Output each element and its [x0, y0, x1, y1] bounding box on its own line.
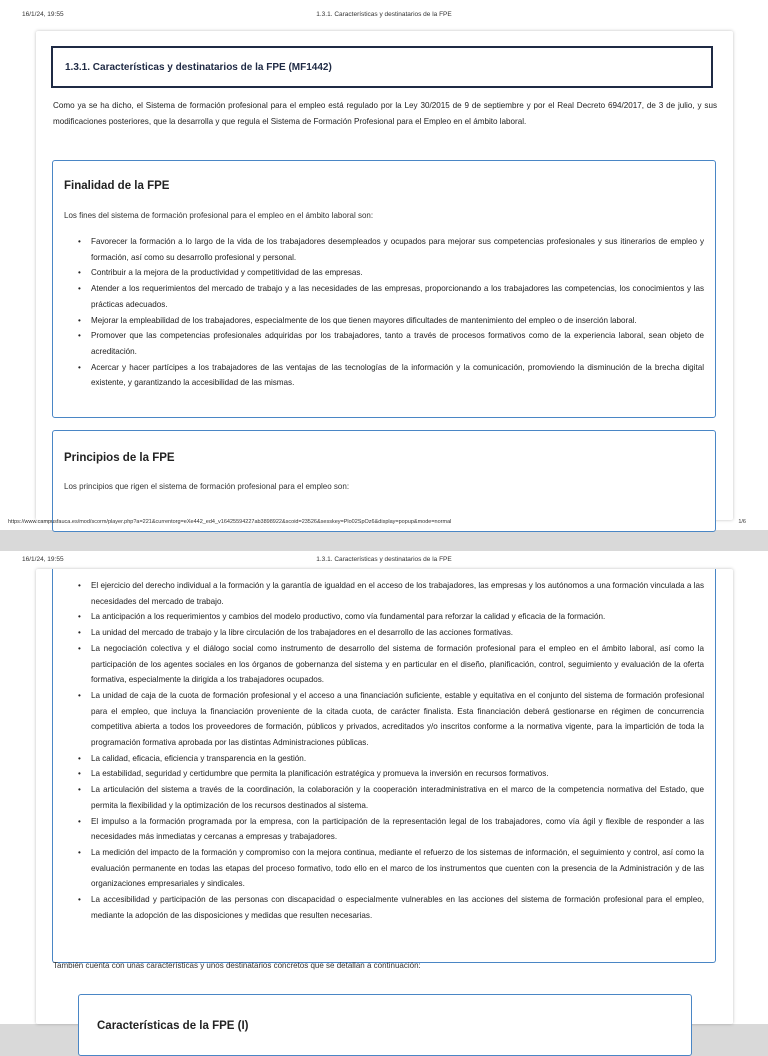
principios-lead: Los principios que rigen el sistema de formación profesional para el empleo son: — [64, 482, 350, 491]
section-title: 1.3.1. Características y destinatarios de la FPE (MF1442) — [65, 62, 332, 73]
list-item: • La medición del impacto de la formación y compromiso con la mejora continua, mediante el refuerzo de los sistemas de información, el seguimiento y control, así como la evaluación permanente en todas las etapas del proceso formativo, todo ello en el marco de los instrumentos que cuenten con la presencia de la Administración y de las organizaciones empresariales y sindicales. — [91, 845, 704, 892]
caracteristicas-heading: Características de la FPE (I) — [97, 1020, 249, 1032]
list-item: • Atender a los requerimientos del mercado de trabajo y a las necesidades de las empresas, proporcionando a los trabajadores las competencias, los conocimientos y las prácticas adecuados. — [91, 281, 704, 312]
list-item: • Acercar y hacer partícipes a los trabajadores de las ventajas de las tecnologías de la información y la comunicación, promoviendo la disminución de la brecha digital existente, y garantizando la accesibilidad de las mismas. — [91, 360, 704, 391]
list-item: • Contribuir a la mejora de la productividad y competitividad de las empresas. — [91, 265, 704, 281]
print-page-title: 1.3.1. Características y destinatarios de la FPE — [316, 556, 452, 563]
content-card — [36, 31, 733, 520]
list-item: • Mejorar la empleabilidad de los trabajadores, especialmente de los que tienen mayores dificultades de mantenimiento del empleo o de inserción laboral. — [91, 313, 704, 329]
principios-panel — [52, 430, 716, 532]
list-item: • El ejercicio del derecho individual a la formación y la garantía de igualdad en el acceso de los trabajadores, las empresas y los autónomos a una formación vinculada a las necesidades del mercado de trabajo. — [91, 578, 704, 609]
list-item: • El impulso a la formación programada por la empresa, con la participación de la representación legal de los trabajadores, como vía ágil y flexible de responder a las necesidades más inmediatas y cercanas a empresas y trabajadores. — [91, 814, 704, 845]
print-date: 16/1/24, 19:55 — [22, 11, 64, 18]
principios-heading: Principios de la FPE — [64, 452, 175, 464]
print-date: 16/1/24, 19:55 — [22, 556, 64, 563]
section-title-box — [51, 46, 713, 88]
list-item: • La calidad, eficacia, eficiencia y transparencia en la gestión. — [91, 751, 704, 767]
list-item: • La anticipación a los requerimientos y cambios del modelo productivo, como vía fundamental para reforzar la calidad y eficacia de la formación. — [91, 609, 704, 625]
list-item: • La unidad de caja de la cuota de formación profesional y el acceso a una financiación suficiente, estable y equitativa en el conjunto del sistema de formación profesional para el empleo, que incluya la financiación proveniente de la citada cuota, de carácter finalista. Esta financiación deberá gestionarse en régimen de concurrencia competitiva abierta a todos los proveedores de formación, públicos y privados, acreditados y/o inscritos conforme a la normativa vigente, para la impartición de toda la programación formativa aprobada por las distintas Administraciones públicas. — [91, 688, 704, 751]
principios-list — [64, 578, 704, 923]
content-card-continued — [36, 569, 733, 1032]
list-item: • La unidad del mercado de trabajo y la libre circulación de los trabajadores en el desarrollo de las acciones formativas. — [91, 625, 704, 641]
finalidad-heading: Finalidad de la FPE — [64, 180, 170, 192]
print-url: https://www.campusfauca.es/mod/scorm/player.php?a=221&currentorg=eXe442_ed4_v16425594227ab3898922&scoid=23526&sesskey=Plo02SpOz6&display=popup&mode=normal — [8, 519, 452, 525]
list-item: • Favorecer la formación a lo largo de la vida de los trabajadores desempleados y ocupados para mejorar sus competencias profesionales y sus itinerarios de empleo y formación, así como su desarrollo profesional y personal. — [91, 234, 704, 265]
list-item: • La articulación del sistema a través de la coordinación, la colaboración y la cooperación interadministrativa en el marco de la competencia normativa del Estado, que permita la flexibilidad y la optimización de los recursos destinados al sistema. — [91, 782, 704, 813]
finalidad-list — [64, 234, 704, 391]
print-page-2 — [0, 551, 768, 1032]
print-page-number: 1/6 — [738, 519, 746, 525]
list-item: • Promover que las competencias profesionales adquiridas por los trabajadores, tanto a través de procesos formativos como de la experiencia laboral, sean objeto de acreditación. — [91, 328, 704, 359]
list-item: • La estabilidad, seguridad y certidumbre que permita la planificación estratégica y promueva la inversión en recursos formativos. — [91, 766, 704, 782]
intro-paragraph: Como ya se ha dicho, el Sistema de formación profesional para el empleo está regulado por la Ley 30/2015 de 9 de septiembre y por el Real Decreto 694/2017, de 3 de julio, y sus modificaciones posteriores, que la desarrolla y que regula el Sistema de Formación Profesional para el Empleo en el ámbito laboral. — [53, 101, 717, 126]
finalidad-lead: Los fines del sistema de formación profesional para el empleo en el ámbito laboral son: — [64, 211, 374, 220]
list-item: • La negociación colectiva y el diálogo social como instrumento de desarrollo del sistema de formación profesional para el empleo en el ámbito laboral, así como la participación de los agentes sociales en los órganos de gobernanza del sistema y en particular en el diseño, planificación, control, seguimiento y evaluación de la oferta formativa, especialmente la dirigida a los trabajadores ocupados. — [91, 641, 704, 688]
list-item: • La accesibilidad y participación de las personas con discapacidad o especialmente vulnerables en las acciones del sistema de formación profesional para el empleo, mediante la adopción de las disposiciones y medidas que resulten necesarias. — [91, 892, 704, 923]
caracteristicas-panel — [78, 994, 692, 1056]
finalidad-panel — [52, 160, 716, 418]
closing-paragraph: También cuenta con unas características y unos destinatarios concretos que se detallan a continuación: — [53, 961, 421, 970]
principios-panel-continued — [52, 569, 716, 963]
print-page-title: 1.3.1. Características y destinatarios de la FPE — [316, 11, 452, 18]
